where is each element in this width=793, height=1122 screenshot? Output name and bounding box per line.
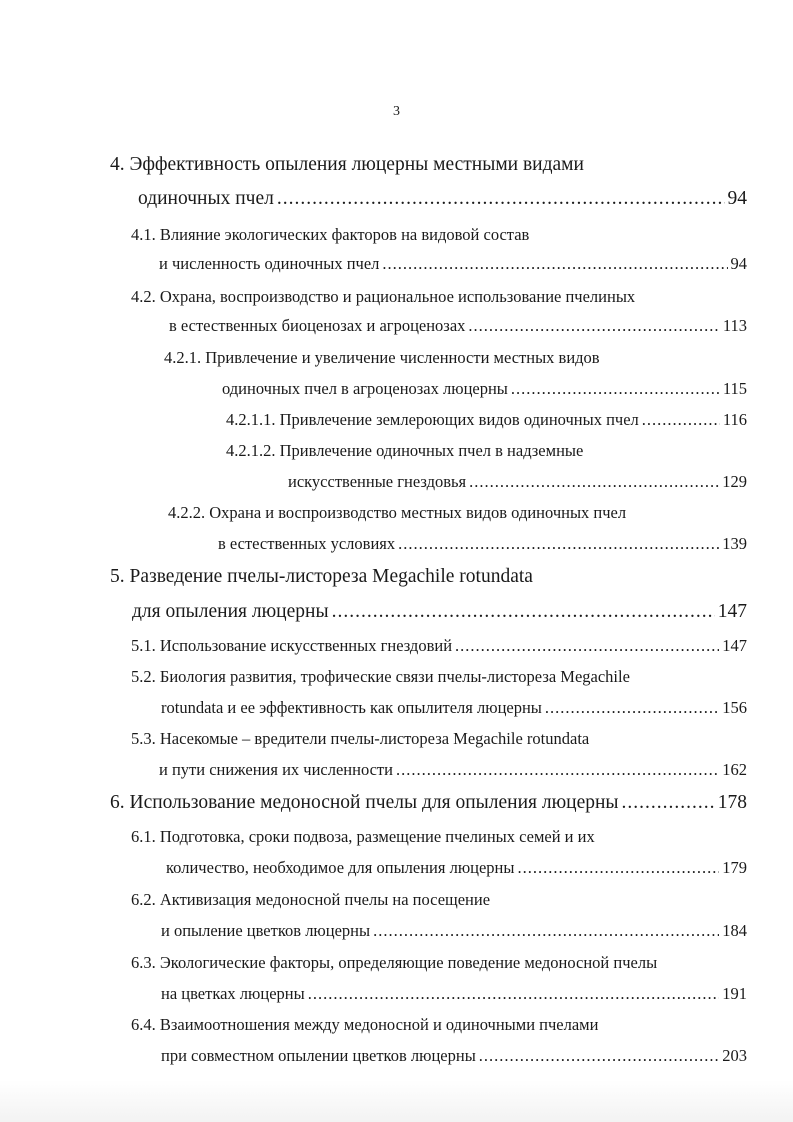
leader-dots: [398, 534, 719, 554]
toc-heading-5-3-title: 5.3. Насекомые – вредители пчелы-листореза Megachile rotundata: [131, 729, 590, 748]
toc-heading-5-2-title: 5.2. Биология развития, трофические связи пчелы-листореза Megachile: [131, 667, 630, 686]
toc-heading-6-1-title: 6.1. Подготовка, сроки подвоза, размещение пчелиных семей и их: [131, 827, 595, 846]
toc-entry-5-2: [161, 698, 747, 718]
toc-entry-4-2-text: в естественных биоценозах и агроценозах: [169, 316, 466, 335]
toc-heading-4-1: [131, 225, 529, 245]
toc-entry-4-2-1-2: [288, 472, 747, 492]
leader-dots: [469, 472, 719, 492]
toc-entry-6-text: 6. Использование медоносной пчелы для опыления люцерны: [110, 792, 619, 813]
toc-entry-6: [110, 792, 747, 814]
toc-heading-6-4: [131, 1015, 598, 1035]
toc-heading-5-2: [131, 667, 630, 687]
toc-heading-5-title: 5. Разведение пчелы-листореза Megachile rotundata: [110, 566, 533, 587]
toc-heading-5-3: [131, 729, 589, 749]
toc-heading-6-2-title: 6.2. Активизация медоносной пчелы на посещение: [131, 890, 491, 909]
toc-entry-4-2: [169, 316, 747, 336]
toc-entry-6-page: 178: [717, 792, 747, 813]
toc-entry-5-3-text: и пути снижения их численности: [159, 760, 393, 779]
toc-entry-5-2-text: rotundata и ее эффективность как опылителя люцерны: [161, 698, 542, 717]
toc-entry-4-2-1-2-text: искусственные гнездовья: [288, 472, 467, 491]
toc-entry-6-3-text: на цветках люцерны: [161, 984, 305, 1003]
leader-dots: [479, 1046, 719, 1066]
leader-dots: [468, 316, 719, 336]
toc-entry-5: [132, 601, 747, 623]
toc-entry-4-text: одиночных пчел: [138, 188, 274, 209]
toc-entry-5-1-text: 5.1. Использование искусственных гнездовий: [131, 636, 453, 655]
toc-entry-4-2-page: 113: [722, 316, 747, 335]
toc-heading-6-2: [131, 890, 490, 910]
leader-dots: [396, 760, 719, 780]
toc-heading-4-2-1-2-title: 4.2.1.2. Привлечение одиночных пчел в надземные: [226, 441, 584, 460]
leader-dots: [455, 636, 719, 656]
leader-dots: [545, 698, 719, 718]
toc-entry-6-2: [161, 921, 747, 941]
toc-entry-4-2-1-1-text: 4.2.1.1. Привлечение землероющих видов одиночных пчел: [226, 410, 639, 429]
toc-entry-6-4: [161, 1046, 747, 1066]
toc-heading-4: [110, 154, 584, 176]
toc-heading-6-4-title: 6.4. Взаимоотношения между медоносной и одиночными пчелами: [131, 1015, 599, 1034]
leader-dots: [332, 601, 715, 623]
leader-dots: [373, 921, 719, 941]
toc-entry-6-3: [161, 984, 747, 1004]
toc-entry-5-page: 147: [717, 601, 747, 622]
toc-entry-4: [138, 188, 747, 210]
toc-heading-4-1-title: 4.1. Влияние экологических факторов на видовой состав: [131, 225, 530, 244]
toc-heading-6-3-title: 6.3. Экологические факторы, определяющие поведение медоносной пчелы: [131, 953, 658, 972]
toc-entry-4-2-2: [218, 534, 747, 554]
toc-entry-5-3-page: 162: [722, 760, 747, 779]
toc-heading-6-1: [131, 827, 595, 847]
toc-entry-4-2-2-page: 139: [722, 534, 747, 553]
toc-entry-4-2-1-page: 115: [722, 379, 747, 398]
toc-heading-4-2: [131, 287, 635, 307]
toc-entry-5-2-page: 156: [722, 698, 747, 717]
toc-entry-6-2-page: 184: [722, 921, 747, 940]
toc-entry-4-2-1: [222, 379, 747, 399]
toc-entry-6-1-page: 179: [722, 858, 747, 877]
leader-dots: [622, 792, 715, 814]
leader-dots: [277, 188, 725, 210]
toc-heading-6-3: [131, 953, 657, 973]
toc-entry-5-1: [131, 636, 747, 656]
toc-entry-4-1-text: и численность одиночных пчел: [159, 254, 380, 273]
toc-entry-6-1: [166, 858, 747, 878]
toc-heading-4-title: 4. Эффективность опыления люцерны местными видами: [110, 154, 584, 175]
toc-entry-6-2-text: и опыление цветков люцерны: [161, 921, 371, 940]
toc-entry-5-text: для опыления люцерны: [132, 601, 329, 622]
toc-heading-4-2-2: [168, 503, 626, 523]
toc-entry-4-2-1-text: одиночных пчел в агроценозах люцерны: [222, 379, 508, 398]
toc-entry-4-page: 94: [727, 188, 747, 209]
toc-heading-5: [110, 566, 533, 588]
toc-heading-4-2-1: [164, 348, 600, 368]
toc-heading-4-2-1-2: [226, 441, 583, 461]
toc-entry-4-2-1-1-page: 116: [722, 410, 747, 429]
leader-dots: [642, 410, 720, 430]
toc-entry-6-4-text: при совместном опылении цветков люцерны: [161, 1046, 476, 1065]
toc-entry-5-1-page: 147: [722, 636, 747, 655]
leader-dots: [308, 984, 720, 1004]
leader-dots: [517, 858, 719, 878]
toc-entry-4-1: [159, 254, 747, 274]
leader-dots: [382, 254, 727, 274]
toc-entry-4-2-2-text: в естественных условиях: [218, 534, 396, 553]
toc-entry-4-1-page: 94: [730, 254, 747, 273]
page-number: 3: [393, 104, 400, 119]
toc-entry-4-2-1-2-page: 129: [722, 472, 747, 491]
page-bottom-shadow: [0, 1080, 793, 1122]
toc-heading-4-2-1-title: 4.2.1. Привлечение и увеличение численности местных видов: [164, 348, 600, 367]
toc-heading-4-2-title: 4.2. Охрана, воспроизводство и рациональное использование пчелиных: [131, 287, 636, 306]
toc-entry-6-4-page: 203: [722, 1046, 747, 1065]
leader-dots: [511, 379, 720, 399]
toc-entry-5-3: [159, 760, 747, 780]
toc-heading-4-2-2-title: 4.2.2. Охрана и воспроизводство местных видов одиночных пчел: [168, 503, 627, 522]
toc-entry-6-1-text: количество, необходимое для опыления люцерны: [166, 858, 515, 877]
toc-entry-4-2-1-1: [226, 410, 747, 430]
toc-entry-6-3-page: 191: [722, 984, 747, 1003]
